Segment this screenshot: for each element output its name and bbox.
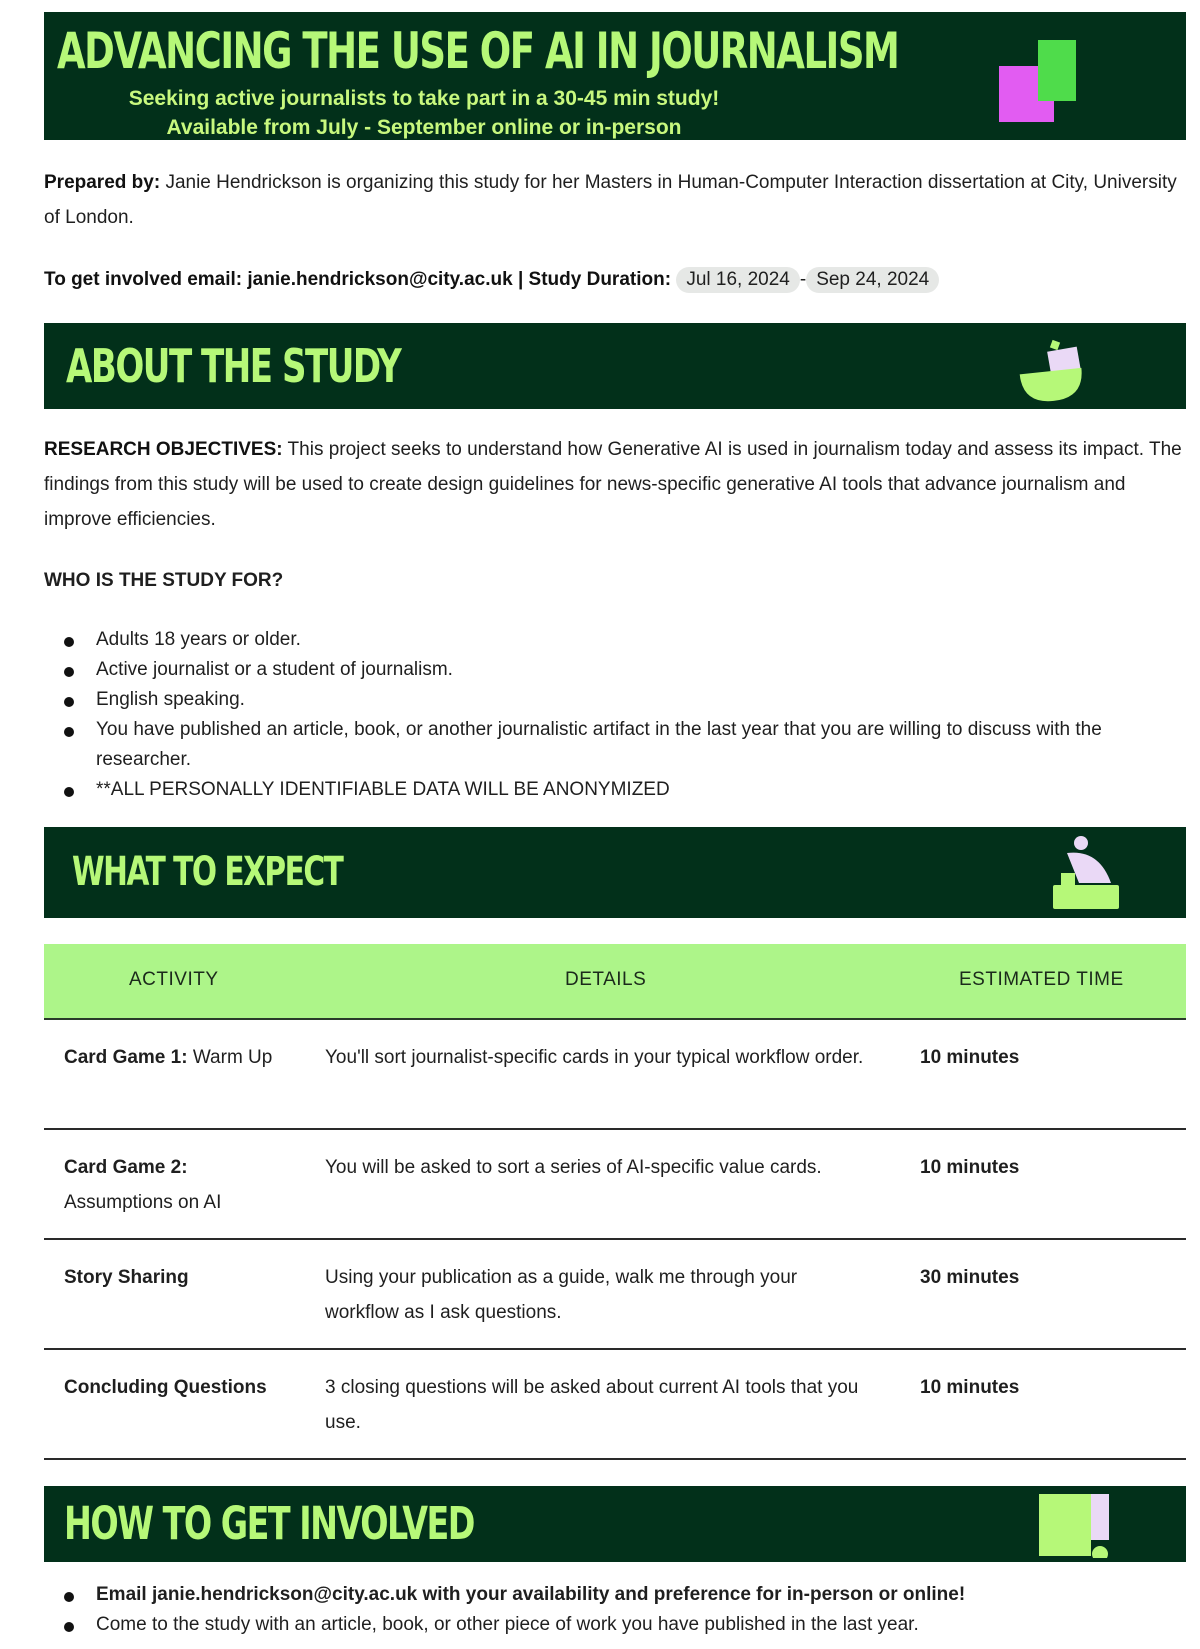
prepared-by-text: Janie Hendrickson is organizing this study for her Masters in Human-Computer Interaction dissertation at City, University of London.	[44, 172, 1177, 228]
activity-cell: Concluding Questions	[64, 1377, 267, 1398]
table-row	[44, 1240, 1186, 1350]
expect-banner	[44, 827, 1186, 918]
time-cell: 10 minutes	[920, 1047, 1020, 1068]
page-title: ADVANCING THE USE OF AI IN JOURNALISM	[57, 22, 899, 80]
list-item: Come to the study with an article, book, or other piece of work you have published in the last year.	[44, 1610, 1184, 1640]
about-banner	[44, 323, 1186, 409]
blocks-icon	[1049, 833, 1121, 913]
bowl-icon	[1019, 337, 1085, 403]
activity-cell: Story Sharing	[64, 1267, 189, 1288]
details-cell: Using your publication as a guide, walk me through your workflow as I ask questions.	[325, 1267, 798, 1323]
objectives-text: This project seeks to understand how Generative AI is used in journalism today and assess its impact. The findings from this study will be used to create design guidelines for news-specific generative AI tools that advance journalism and improve efficiencies.	[44, 439, 1182, 530]
research-objectives	[44, 432, 1186, 537]
table-header	[44, 944, 1186, 1020]
get-involved-list	[44, 1580, 1184, 1640]
subtitle-line-2: Available from July - September online or in-person	[166, 116, 682, 139]
list-item: Active journalist or a student of journalism.	[44, 655, 1184, 685]
list-item: **ALL PERSONALLY IDENTIFIABLE DATA WILL BE ANONYMIZED	[44, 775, 1184, 805]
contact-label: To get involved email: janie.hendrickson@city.ac.uk | Study Duration:	[44, 269, 672, 290]
list-item: English speaking.	[44, 685, 1184, 715]
list-item: Email janie.hendrickson@city.ac.uk with your availability and preference for in-person or online!	[44, 1580, 1184, 1610]
objectives-label: RESEARCH OBJECTIVES:	[44, 439, 283, 460]
who-heading: WHO IS THE STUDY FOR?	[44, 570, 284, 591]
table-row	[44, 1130, 1186, 1240]
time-cell: 10 minutes	[920, 1377, 1020, 1398]
time-cell: 30 minutes	[920, 1267, 1020, 1288]
col-activity: ACTIVITY	[129, 969, 219, 990]
title-banner	[44, 12, 1186, 140]
details-cell: 3 closing questions will be asked about current AI tools that you use.	[325, 1377, 859, 1433]
activity-cell: Card Game 2: Assumptions on AI	[64, 1157, 222, 1213]
overlapping-squares-icon	[999, 38, 1083, 126]
subtitle-line-1: Seeking active journalists to take part in a 30-45 min study!	[128, 87, 720, 110]
table-row	[44, 1020, 1186, 1130]
col-details: DETAILS	[565, 969, 647, 990]
end-date-chip[interactable]: Sep 24, 2024	[806, 267, 939, 293]
list-item: You have published an article, book, or another journalistic artifact in the last year that you are willing to discuss with the researcher.	[44, 715, 1184, 775]
get-involved-heading: HOW TO GET INVOLVED	[64, 1497, 474, 1550]
prepared-by-label: Prepared by:	[44, 172, 161, 193]
prepared-by	[44, 165, 1184, 235]
col-time: ESTIMATED TIME	[959, 969, 1124, 990]
time-cell: 10 minutes	[920, 1157, 1020, 1178]
list-item: Adults 18 years or older.	[44, 625, 1184, 655]
square-blocks-icon	[1039, 1492, 1115, 1558]
expect-heading: WHAT TO EXPECT	[72, 849, 343, 895]
table-row	[44, 1350, 1186, 1460]
criteria-list	[44, 625, 1184, 805]
get-involved-banner	[44, 1486, 1186, 1562]
details-cell: You'll sort journalist-specific cards in your typical workflow order.	[325, 1047, 864, 1068]
details-cell: You will be asked to sort a series of AI-specific value cards.	[325, 1157, 822, 1178]
contact-line	[44, 262, 939, 297]
date-separator: -	[799, 269, 807, 290]
activity-cell: Card Game 1: Warm Up	[64, 1047, 273, 1068]
about-heading: ABOUT THE STUDY	[66, 339, 401, 393]
activity-table	[44, 944, 1186, 1460]
start-date-chip[interactable]: Jul 16, 2024	[676, 267, 800, 293]
